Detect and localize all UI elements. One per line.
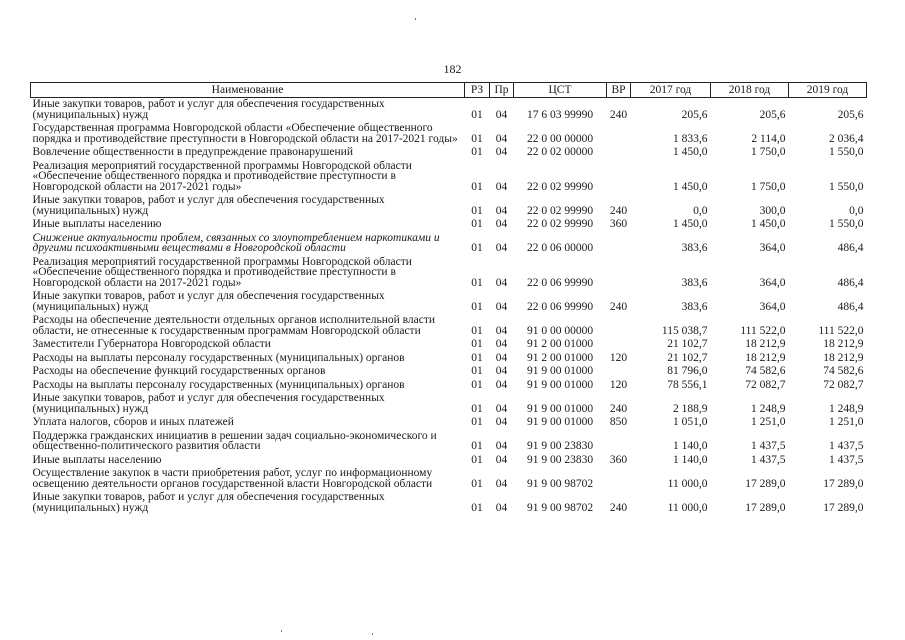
row-2018-value: 18 212,9 — [745, 338, 786, 350]
row-2019-value: 111 522,0 — [818, 324, 864, 337]
row-rz-cell: 01 — [471, 132, 483, 145]
row-cst-cell: 22 0 06 00000 — [526, 242, 594, 254]
col-header-name: Наименование — [31, 83, 465, 98]
table-row — [31, 467, 867, 491]
row-pr-cell: 04 — [495, 453, 508, 466]
row-2017-value: 1 450,0 — [673, 180, 708, 193]
row-vr-cell — [607, 314, 631, 338]
row-vr-cell — [607, 256, 631, 291]
row-vr-cell: 240 — [609, 300, 628, 313]
row-cst-cell: 91 9 00 01000 — [526, 416, 594, 428]
row-pr-cell: 04 — [495, 276, 508, 289]
row-rz-cell: 01 — [471, 108, 483, 121]
row-pr-cell: 04 — [495, 416, 508, 428]
row-2017-value: 1 051,0 — [673, 416, 708, 428]
row-2017-value: 383,6 — [681, 276, 708, 289]
row-2019-value: 1 550,0 — [829, 146, 864, 158]
row-rz-cell: 01 — [471, 351, 483, 364]
row-2017-value: 81 796,0 — [667, 365, 708, 377]
row-name-cell: Иные закупки товаров, работ и услуг для обеспечения государственных (муниципальных) нужд — [32, 290, 385, 313]
table-header-row — [31, 83, 867, 98]
row-2018-value: 18 212,9 — [745, 351, 786, 364]
row-cst-cell: 22 0 06 99990 — [526, 300, 594, 313]
row-2019-value: 1 437,5 — [829, 453, 864, 466]
row-rz-cell: 01 — [471, 365, 483, 377]
page-number: 182 — [443, 62, 462, 76]
row-2018-value: 17 289,0 — [745, 477, 786, 490]
row-name-cell: Иные закупки товаров, работ и услуг для обеспечения государственных (муниципальных) нужд — [32, 491, 385, 514]
row-name-cell: Уплата налогов, сборов и иных платежей — [32, 416, 234, 428]
row-rz-cell: 01 — [471, 180, 483, 193]
table-row — [31, 256, 867, 291]
row-2018-value: 300,0 — [759, 204, 786, 217]
row-vr-cell: 360 — [609, 453, 628, 466]
row-vr-cell — [607, 430, 631, 454]
row-pr-cell: 04 — [495, 242, 508, 254]
row-2017-value: 1 450,0 — [673, 146, 708, 158]
row-2019-value: 1 550,0 — [829, 180, 864, 193]
row-name-cell: Иные выплаты населению — [32, 453, 162, 466]
row-rz-cell: 01 — [471, 477, 483, 490]
row-rz-cell: 01 — [471, 402, 483, 415]
row-2017-value: 383,6 — [681, 242, 708, 254]
row-2017-value: 205,6 — [681, 108, 708, 121]
row-2017-value: 1 833,6 — [673, 132, 708, 145]
row-pr-cell: 04 — [495, 402, 508, 415]
row-pr-cell: 04 — [495, 338, 508, 350]
row-cst-cell: 22 0 02 99990 — [526, 204, 594, 217]
table-row — [31, 379, 867, 393]
row-2018-value: 17 289,0 — [745, 501, 786, 514]
table-row — [31, 352, 867, 366]
row-rz-cell: 01 — [471, 416, 483, 428]
row-pr-cell: 04 — [495, 378, 508, 391]
row-2017-value: 1 140,0 — [673, 440, 708, 452]
row-2019-value: 74 582,6 — [823, 365, 864, 377]
col-header-2018: 2018 год — [711, 83, 789, 98]
table-row — [31, 338, 867, 352]
table-row — [31, 218, 867, 232]
row-2019-value: 2 036,4 — [829, 132, 864, 145]
row-rz-cell: 01 — [471, 440, 483, 452]
row-2017-value: 11 000,0 — [667, 477, 708, 490]
col-header-rz: РЗ — [465, 83, 490, 98]
row-pr-cell: 04 — [495, 440, 508, 452]
col-header-2017: 2017 год — [631, 83, 711, 98]
table-row — [31, 98, 867, 123]
row-name-cell: Государственная программа Новгородской области «Обеспечение общественного порядка и противодействие преступности в Новгородской области на 2017-2021 годы» — [32, 122, 458, 145]
row-vr-cell: 120 — [609, 378, 628, 391]
row-pr-cell: 04 — [495, 300, 508, 313]
row-name-cell: Расходы на выплаты персоналу государственных (муниципальных) органов — [32, 378, 405, 391]
row-name-cell: Поддержка гражданских инициатив в решении задач социально-экономического и общественно-политического развития области — [32, 429, 437, 452]
table-row — [31, 146, 867, 160]
row-vr-cell — [607, 365, 631, 379]
row-2018-value: 2 114,0 — [751, 132, 786, 145]
row-cst-cell: 22 0 02 00000 — [526, 146, 594, 158]
row-name-cell: Иные закупки товаров, работ и услуг для обеспечения государственных (муниципальных) нужд — [32, 98, 385, 121]
table-row — [31, 392, 867, 416]
col-header-2019: 2019 год — [789, 83, 867, 98]
row-pr-cell: 04 — [495, 365, 508, 377]
col-header-pr: Пр — [490, 83, 514, 98]
row-2019-value: 1 550,0 — [829, 218, 864, 230]
row-rz-cell: 01 — [471, 242, 483, 254]
row-vr-cell: 360 — [609, 218, 628, 230]
row-pr-cell: 04 — [495, 108, 508, 121]
row-2019-value: 18 212,9 — [823, 338, 864, 350]
col-header-cst: ЦСТ — [514, 83, 607, 98]
row-name-cell: Иные закупки товаров, работ и услуг для обеспечения государственных (муниципальных) нужд — [32, 392, 385, 415]
row-2018-value: 1 437,5 — [751, 440, 786, 452]
table-row — [31, 122, 867, 146]
row-2017-value: 2 188,9 — [673, 402, 708, 415]
row-rz-cell: 01 — [471, 453, 483, 466]
table-row — [31, 194, 867, 218]
row-2018-value: 1 750,0 — [751, 146, 786, 158]
row-pr-cell: 04 — [495, 204, 508, 217]
row-2019-value: 205,6 — [837, 108, 864, 121]
row-rz-cell: 01 — [471, 276, 483, 289]
row-2019-value: 1 251,0 — [829, 416, 864, 428]
row-2017-value: 383,6 — [681, 300, 708, 313]
row-2017-value: 115 038,7 — [661, 324, 708, 337]
table-body — [31, 98, 867, 516]
row-cst-cell: 22 0 02 99990 — [526, 218, 594, 230]
row-name-cell: Расходы на обеспечение деятельности отдельных органов исполнительной власти области, не отнесенные к государственным программам Новгородской области — [32, 314, 436, 337]
row-cst-cell: 91 0 00 00000 — [526, 324, 594, 337]
scan-speck — [281, 630, 282, 632]
row-vr-cell: 240 — [609, 402, 628, 415]
row-2017-value: 11 000,0 — [667, 501, 708, 514]
table-row — [31, 290, 867, 314]
row-pr-cell: 04 — [495, 477, 508, 490]
row-pr-cell: 04 — [495, 324, 508, 337]
row-name-cell: Осуществление закупок в части приобретения работ, услуг по информационному освещению деятельности органов государственной власти Новгородской области — [32, 467, 433, 490]
row-rz-cell: 01 — [471, 146, 483, 158]
row-2018-value: 111 522,0 — [740, 324, 786, 337]
row-pr-cell: 04 — [495, 351, 508, 364]
row-pr-cell: 04 — [495, 146, 508, 158]
row-cst-cell: 22 0 06 99990 — [526, 276, 594, 289]
row-vr-cell — [607, 338, 631, 352]
row-2017-value: 0,0 — [693, 204, 708, 217]
row-name-cell: Иные закупки товаров, работ и услуг для обеспечения государственных (муниципальных) нужд — [32, 194, 385, 217]
row-2017-value: 21 102,7 — [667, 351, 708, 364]
row-2017-value: 21 102,7 — [667, 338, 708, 350]
row-rz-cell: 01 — [471, 378, 483, 391]
row-2019-value: 486,4 — [837, 300, 864, 313]
row-vr-cell: 850 — [609, 416, 628, 428]
row-cst-cell: 91 9 00 23830 — [526, 440, 594, 452]
row-vr-cell: 240 — [609, 204, 628, 217]
row-2018-value: 364,0 — [759, 276, 786, 289]
row-2017-value: 1 450,0 — [673, 218, 708, 230]
row-vr-cell: 240 — [609, 108, 628, 121]
row-cst-cell: 91 9 00 98702 — [526, 477, 594, 490]
row-vr-cell — [607, 146, 631, 160]
row-rz-cell: 01 — [471, 300, 483, 313]
row-2017-value: 1 140,0 — [673, 453, 708, 466]
row-cst-cell: 91 9 00 01000 — [526, 365, 594, 377]
row-rz-cell: 01 — [471, 324, 483, 337]
row-rz-cell: 01 — [471, 204, 483, 217]
scan-speck — [415, 18, 416, 20]
row-2018-value: 1 750,0 — [751, 180, 786, 193]
row-cst-cell: 91 9 00 23830 — [526, 453, 594, 466]
row-vr-cell — [607, 467, 631, 491]
row-pr-cell: 04 — [495, 180, 508, 193]
row-cst-cell: 91 2 00 01000 — [526, 351, 594, 364]
budget-table — [30, 82, 867, 515]
row-cst-cell: 91 9 00 98702 — [526, 501, 594, 514]
row-rz-cell: 01 — [471, 218, 483, 230]
row-2019-value: 1 248,9 — [829, 402, 864, 415]
row-2018-value: 74 582,6 — [745, 365, 786, 377]
row-rz-cell: 01 — [471, 501, 483, 514]
row-cst-cell: 17 6 03 99990 — [526, 108, 594, 121]
row-2018-value: 364,0 — [759, 242, 786, 254]
row-name-cell: Реализация мероприятий государственной программы Новгородской области «Обеспечение общественного порядка и противодействие преступности в Новгородской области на 2017-2021 годы» — [32, 159, 412, 193]
row-vr-cell — [607, 232, 631, 256]
row-vr-cell — [607, 160, 631, 195]
row-pr-cell: 04 — [495, 132, 508, 145]
row-name-cell: Снижение актуальности проблем, связанных со злоупотреблением наркотиками и другими психоактивными веществами в Новгородской области — [32, 231, 440, 254]
table-row — [31, 430, 867, 454]
row-vr-cell — [607, 122, 631, 146]
row-2018-value: 364,0 — [759, 300, 786, 313]
col-header-vr: ВР — [607, 83, 631, 98]
row-pr-cell: 04 — [495, 218, 508, 230]
row-name-cell: Заместители Губернатора Новгородской области — [32, 338, 271, 350]
row-cst-cell: 91 9 00 01000 — [526, 402, 594, 415]
row-pr-cell: 04 — [495, 501, 508, 514]
table-row — [31, 491, 867, 515]
row-2018-value: 1 251,0 — [751, 416, 786, 428]
row-2019-value: 18 212,9 — [823, 351, 864, 364]
row-cst-cell: 91 2 00 01000 — [526, 338, 594, 350]
row-vr-cell: 120 — [609, 351, 628, 364]
row-name-cell: Иные выплаты населению — [32, 218, 162, 230]
table-row — [31, 454, 867, 468]
row-name-cell: Расходы на выплаты персоналу государственных (муниципальных) органов — [32, 351, 405, 364]
table-row — [31, 160, 867, 195]
table-row — [31, 416, 867, 430]
row-2018-value: 1 450,0 — [751, 218, 786, 230]
row-2019-value: 17 289,0 — [823, 477, 864, 490]
row-name-cell: Реализация мероприятий государственной программы Новгородской области «Обеспечение общественного порядка и противодействие преступности в Новгородской области на 2017-2021 годы» — [32, 255, 412, 289]
row-name-cell: Расходы на обеспечение функций государственных органов — [32, 365, 326, 377]
row-2018-value: 1 437,5 — [751, 453, 786, 466]
table-row — [31, 232, 867, 256]
scan-speck — [372, 633, 373, 635]
row-cst-cell: 22 0 00 00000 — [526, 132, 594, 145]
table-row — [31, 365, 867, 379]
row-2018-value: 1 248,9 — [751, 402, 786, 415]
row-rz-cell: 01 — [471, 338, 483, 350]
row-2019-value: 0,0 — [849, 204, 864, 217]
row-2019-value: 486,4 — [837, 242, 864, 254]
row-cst-cell: 22 0 02 99990 — [526, 180, 594, 193]
row-2019-value: 17 289,0 — [823, 501, 864, 514]
row-2019-value: 72 082,7 — [823, 378, 864, 391]
row-2019-value: 486,4 — [837, 276, 864, 289]
row-2019-value: 1 437,5 — [829, 440, 864, 452]
row-cst-cell: 91 9 00 01000 — [526, 378, 594, 391]
row-2018-value: 72 082,7 — [745, 378, 786, 391]
table-row — [31, 314, 867, 338]
row-2017-value: 78 556,1 — [667, 378, 708, 391]
row-2018-value: 205,6 — [759, 108, 786, 121]
row-vr-cell: 240 — [609, 501, 628, 514]
row-name-cell: Вовлечение общественности в предупреждение правонарушений — [32, 146, 353, 158]
